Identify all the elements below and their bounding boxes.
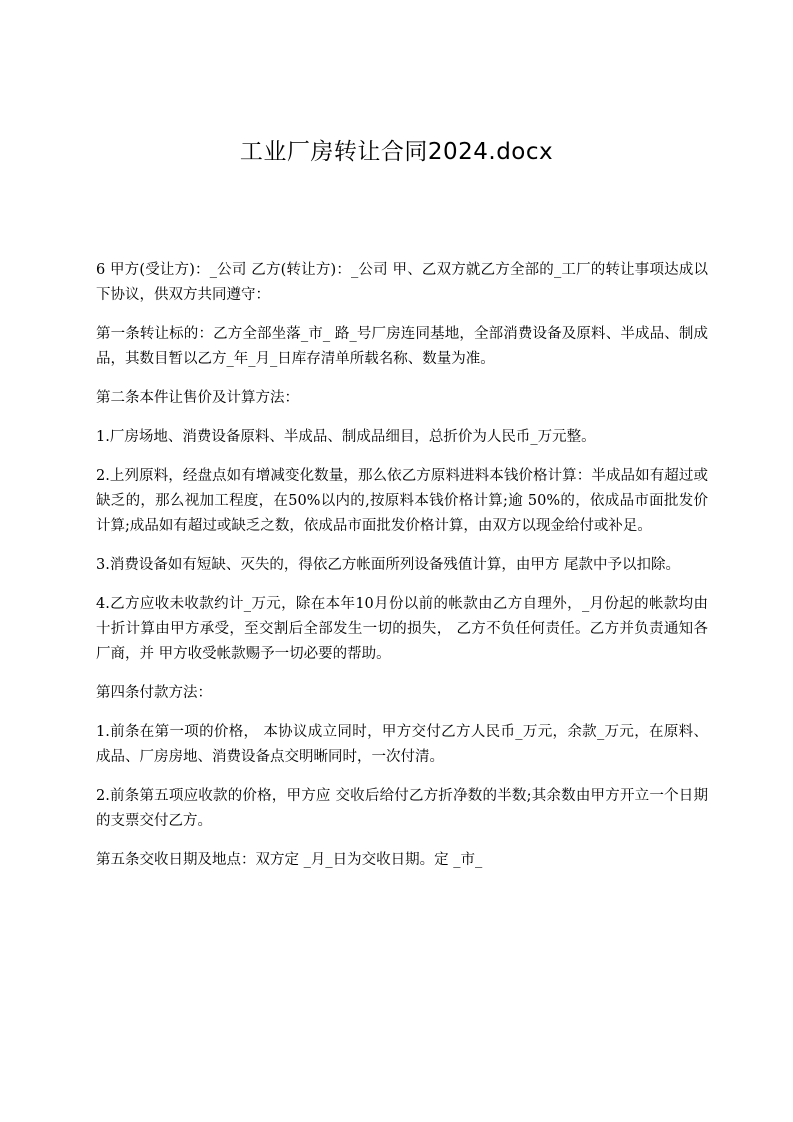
paragraph-article-2-item-4: 4.乙方应收未收款约计_万元，除在本年10月份以前的帐款由乙方自理外，_月份起的帐款均由十折计算由甲方承受，至交割后全部发生一切的损失， 乙方不负任何责任。乙方并负责通知各厂商，并 甲方收受帐款赐予一切必要的帮助。 [96,596,708,662]
paragraph-article-4-item-2: 2.前条第五项应收款的价格，甲方应 交收后给付乙方折净数的半数;其余数由甲方开立一个日期的支票交付乙方。 [96,788,708,829]
paragraph-article-5: 第五条交收日期及地点：双方定 _月_日为交收日期。定 _市_ [96,852,483,868]
paragraph-article-2-item-3: 3.消费设备如有短缺、灭失的，得依乙方帐面所列设备残值计算，由甲方 尾款中予以扣除。 [96,557,680,573]
paragraph-article-4-item-1: 1.前条在第一项的价格， 本协议成立同时，甲方交付乙方人民币_万元，余款_万元，在原料、成品、厂房房地、消费设备点交明晰同时，一次付清。 [96,724,708,765]
paragraph-article-4-heading: 第四条付款方法： [96,685,212,701]
document-body [96,258,708,887]
document-title: 工业厂房转让合同2024.docx [239,139,554,165]
paragraph-article-2-item-2: 2.上列原料，经盘点如有增减变化数量，那么依乙方原料进料本钱价格计算：半成品如有超过或缺乏的，那么视加工程度，在50%以内的,按原料本钱价格计算;逾 50%的，依成品市面批发价计算;成品如有超过或缺乏之数，依成品市面批发价格计算，由双方以现金给付或补足。 [96,468,708,534]
paragraph-article-1: 第一条转让标的：乙方全部坐落_市_ 路_号厂房连同基地，全部消费设备及原料、半成品、制成品，其数目暂以乙方_年_月_日库存清单所载名称、数量为准。 [96,326,708,367]
paragraph-article-2-heading: 第二条本件让售价及计算方法： [96,390,299,406]
paragraph-parties: 6 甲方(受让方)：_公司 乙方(转让方)：_公司 甲、乙双方就乙方全部的_工厂的转让事项达成以下协议，供双方共同遵守： [96,262,708,303]
paragraph-article-2-item-1: 1.厂房场地、消费设备原料、半成品、制成品细目，总折价为人民币_万元整。 [96,429,596,445]
